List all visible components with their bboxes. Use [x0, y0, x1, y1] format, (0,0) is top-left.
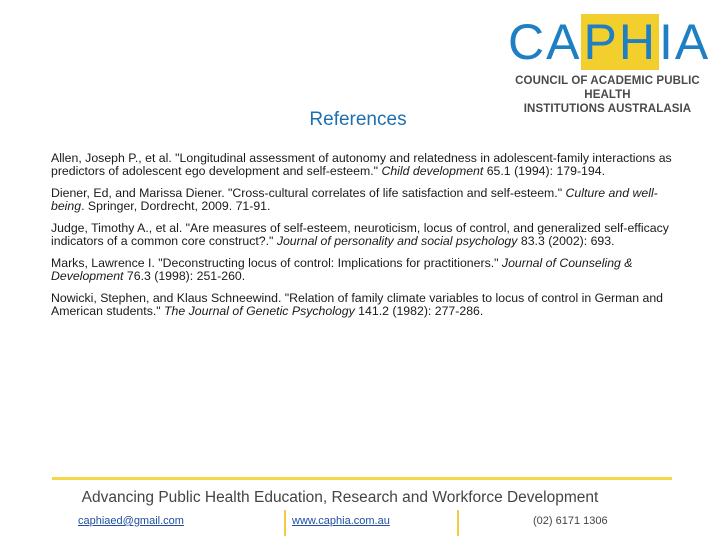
footer-phone: (02) 6171 1306 — [533, 515, 608, 527]
reference-citation: . Springer, Dordrecht, 2009. 71-91. — [81, 199, 271, 213]
reference-citation: 76.3 (1998): 251-260. — [123, 269, 246, 283]
reference-item — [51, 187, 673, 213]
reference-journal: The Journal of Genetic Psychology — [164, 304, 355, 318]
page-title: References — [309, 109, 407, 130]
footer-separator — [284, 510, 286, 536]
reference-text: Marks, Lawrence I. "Deconstructing locus of control: Implications for practitioners." — [51, 256, 502, 270]
reference-item — [51, 222, 673, 248]
footer-email — [78, 515, 184, 527]
website-link[interactable]: www.caphia.com.au — [292, 515, 390, 527]
reference-item — [51, 292, 673, 318]
logo-word-pre: CA — [508, 14, 582, 70]
reference-journal: Culture and well-being — [51, 186, 658, 213]
reference-text: Allen, Joseph P., et al. "Longitudinal assessment of autonomy and relatedness in adolescent-family interactions as predictors of adolescent ego development and self-esteem." — [51, 151, 672, 178]
reference-citation: 83.3 (2002): 693. — [517, 234, 615, 248]
reference-text: Nowicki, Stephen, and Klaus Schneewind. "Relation of family climate variables to locus of control in German and American students." — [51, 291, 664, 318]
reference-journal: Journal of personality and social psychology — [276, 234, 518, 248]
reference-journal: Journal of Counseling & Development — [51, 256, 633, 283]
logo-tagline-line2: INSTITUTIONS AUSTRALASIA — [523, 103, 692, 115]
reference-item — [51, 152, 673, 178]
footer-tagline: Advancing Public Health Education, Research and Workforce Development — [81, 489, 599, 506]
reference-text: Judge, Timothy A., et al. "Are measures of self-esteem, neuroticism, locus of control, and generalized self-efficacy indicators of a common core construct?." — [51, 221, 669, 248]
reference-item — [51, 257, 673, 283]
reference-citation: 141.2 (1982): 277-286. — [354, 304, 484, 318]
reference-citation: 65.1 (1994): 179-194. — [483, 164, 605, 178]
logo-word-highlight: PH — [583, 14, 657, 70]
logo-tagline-line1: COUNCIL OF ACADEMIC PUBLIC HEALTH — [515, 75, 700, 101]
footer-divider — [52, 477, 672, 480]
footer-separator — [457, 510, 459, 536]
reference-journal: Child development — [381, 164, 484, 178]
reference-list — [51, 152, 673, 327]
logo-wordmark — [508, 14, 720, 70]
logo-word-post: IA — [658, 14, 711, 70]
reference-text: Diener, Ed, and Marissa Diener. "Cross-cultural correlates of life satisfaction and self-esteem." — [51, 186, 566, 200]
email-link[interactable]: caphiaed@gmail.com — [78, 515, 184, 527]
footer-website — [292, 515, 390, 527]
caphia-logo — [500, 14, 715, 116]
